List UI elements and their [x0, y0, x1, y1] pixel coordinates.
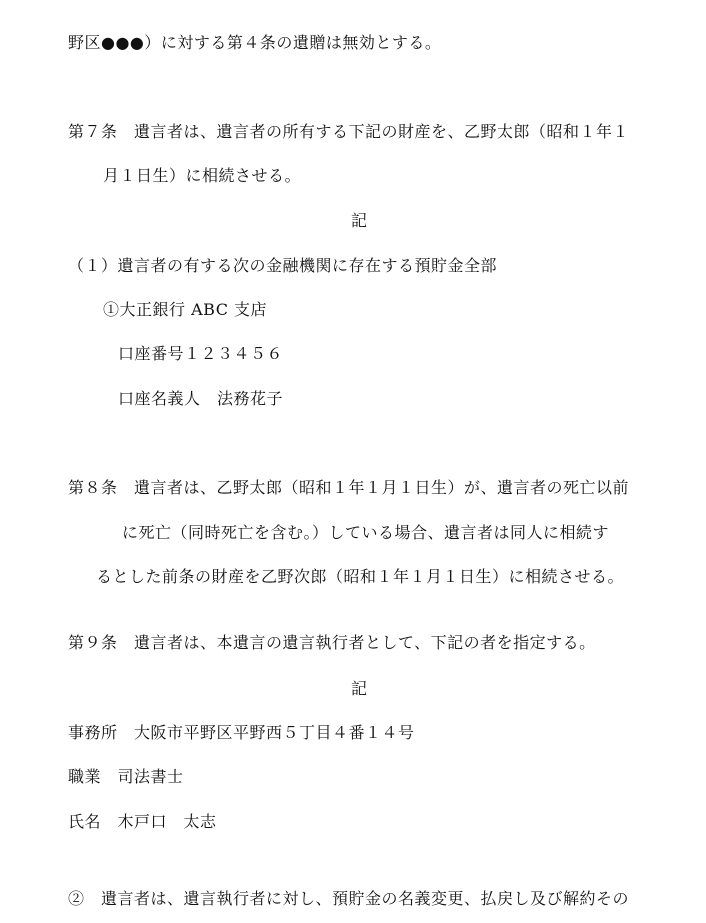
heading-ki-1: 記 [351, 211, 368, 230]
executor-office: 事務所 大阪市平野区平野西５丁目４番１４号 [68, 723, 415, 742]
bank-branch: ①大正銀行 ABC 支店 [103, 300, 268, 319]
article8-line3: るとした前条の財産を乙野次郎（昭和１年１月１日生）に相続させる。 [96, 567, 625, 586]
article9-line1: 第９条 遺言者は、本遺言の遺言執行者として、下記の者を指定する。 [68, 633, 596, 652]
article7-line1: 第７条 遺言者は、遺言者の所有する下記の財産を、乙野太郎（昭和１年１ [68, 122, 630, 141]
executor-occupation: 職業 司法書士 [68, 767, 184, 786]
article7-line2: 月１日生）に相続させる。 [103, 166, 302, 185]
account-number: 口座番号１２３４５６ [118, 344, 284, 363]
clause2-line1: ② 遺言者は、遺言執行者に対し、預貯金の名義変更、払戻し及び解約その [68, 889, 630, 908]
text-line-article4-void: 野区●●●）に対する第４条の遺贈は無効とする。 [68, 33, 442, 52]
executor-name: 氏名 木戸口 太志 [68, 812, 217, 831]
heading-ki-2: 記 [351, 679, 368, 698]
article8-line2: に死亡（同時死亡を含む。）している場合、遺言者は同人に相続す [122, 523, 610, 542]
account-holder: 口座名義人 法務花子 [118, 389, 284, 408]
item1-deposits: （１）遺言者の有する次の金融機関に存在する預貯金全部 [68, 256, 498, 275]
article8-line1: 第８条 遺言者は、乙野太郎（昭和１年１月１日生）が、遺言者の死亡以前 [68, 478, 630, 497]
